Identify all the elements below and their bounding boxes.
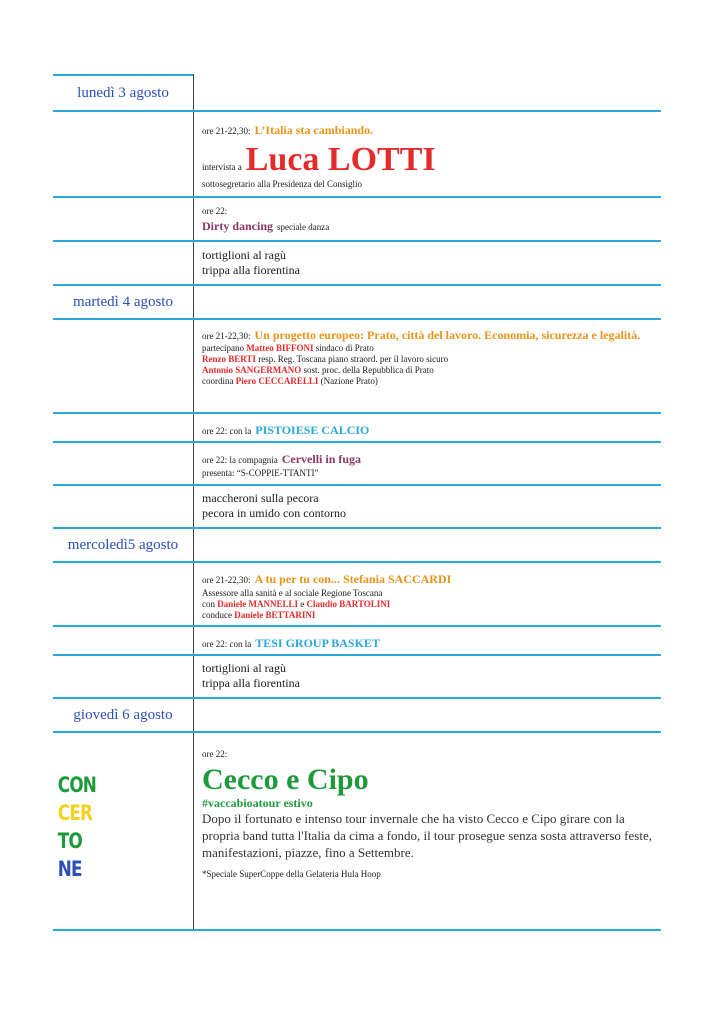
day-row-wednesday — [53, 529, 661, 563]
day-label: martedì 4 agosto — [53, 286, 194, 318]
concerto-vertical-label: CON CER TO NE — [57, 773, 97, 881]
day-label: mercoledì5 agosto — [53, 529, 194, 561]
participant-name: Antonio SANGERMANO — [202, 365, 302, 375]
event-row — [53, 414, 661, 443]
event-time: ore 22: con la — [202, 639, 252, 649]
event-time: ore 22: — [202, 206, 228, 216]
event-row: ore 21-22,30: Un progetto europeo: Prato, città del lavoro. Economia, sicurezza e legalità. partecipano Matteo BIFFONI sindaco di Prato Renzo BERTI resp. Reg. Toscana piano straord. per il lavoro sicuro Antonio SANGERMANO sost. proc. della Repubblica di Prato coordina Piero CECCARELLI (Nazione Prato) — [53, 320, 661, 414]
event-row — [53, 627, 661, 656]
event-row — [53, 112, 661, 198]
menu-row — [53, 656, 661, 699]
moderator-name: Daniele BETTARINI — [234, 610, 316, 620]
event-title: A tu per tu con... Stefania SACCARDI — [254, 572, 452, 586]
top-rule — [53, 74, 194, 76]
event-row: ore 21-22,30: A tu per tu con... Stefania SACCARDI Assessore alla sanità e al sociale Regione Toscana con Daniele MANNELLI e Claudio BARTOLINI conduce Daniele BETTARINI — [53, 563, 661, 627]
event-title: TESI GROUP BASKET — [255, 636, 380, 650]
moderator-name: Piero CECCARELLI — [235, 376, 319, 386]
event-description: Dopo il fortunato e intenso tour invernale che ha visto Cecco e Cipo girare con la propria band tutta l'Italia da cima a fondo, il tour prosegue senza sosta attraverso feste, manifestazioni, piazze, fino a Settembre. — [202, 811, 652, 860]
event-row — [53, 733, 661, 931]
participant-name: Daniele MANNELLI — [217, 599, 298, 609]
menu-item: pecora in umido con contorno — [202, 506, 346, 520]
event-time: ore 21-22,30: — [202, 331, 251, 341]
event-time: ore 22: con la — [202, 426, 252, 436]
day-label: giovedì 6 agosto — [53, 699, 194, 731]
interview-prefix: intervista a — [202, 162, 242, 172]
day-row-monday — [53, 76, 661, 112]
event-title: Dirty dancing — [202, 219, 274, 233]
menu-item: trippa alla fiorentina — [202, 263, 300, 277]
event-time: ore 22: — [202, 749, 228, 759]
event-title: Cervelli in fuga — [281, 452, 362, 466]
menu-row — [53, 486, 661, 529]
participant-name: Claudio BARTOLINI — [306, 599, 391, 609]
program-table — [53, 76, 661, 931]
participant-name: Matteo BIFFONI — [246, 343, 314, 353]
menu-item: tortiglioni al ragù — [202, 661, 286, 675]
event-subtitle: presenta: “S-COPPIE-TTANTI” — [202, 468, 319, 478]
event-row — [53, 443, 661, 486]
event-time: ore 21-22,30: — [202, 126, 251, 136]
menu-item: maccheroni sulla pecora — [202, 491, 319, 505]
event-time: ore 21-22,30: — [202, 575, 251, 585]
event-time: ore 22: la compagnia — [202, 455, 278, 465]
day-label: lunedì 3 agosto — [53, 76, 194, 110]
guest-role: sottosegretario alla Presidenza del Consiglio — [202, 179, 362, 189]
event-title: PISTOIESE CALCIO — [255, 423, 370, 437]
menu-item: trippa alla fiorentina — [202, 676, 300, 690]
menu-item: tortiglioni al ragù — [202, 248, 286, 262]
event-tag: #vaccabioatour estivo — [202, 796, 313, 810]
event-note: *Speciale SuperCoppe della Gelateria Hula Hoop — [202, 869, 381, 879]
guest-name: Luca LOTTI — [245, 141, 436, 178]
event-title: Cecco e Cipo — [202, 763, 369, 796]
participant-name: Renzo BERTI — [202, 354, 256, 364]
event-title: L’Italia sta cambiando. — [254, 123, 374, 137]
event-row — [53, 198, 661, 242]
guest-role: Assessore alla sanità e al sociale Regione Toscana — [202, 588, 383, 598]
event-subtitle: speciale danza — [277, 222, 330, 232]
day-row-tuesday — [53, 286, 661, 320]
day-row-thursday — [53, 699, 661, 733]
menu-row — [53, 242, 661, 286]
event-title: Un progetto europeo: Prato, città del lavoro. Economia, sicurezza e legalità. — [254, 328, 641, 342]
